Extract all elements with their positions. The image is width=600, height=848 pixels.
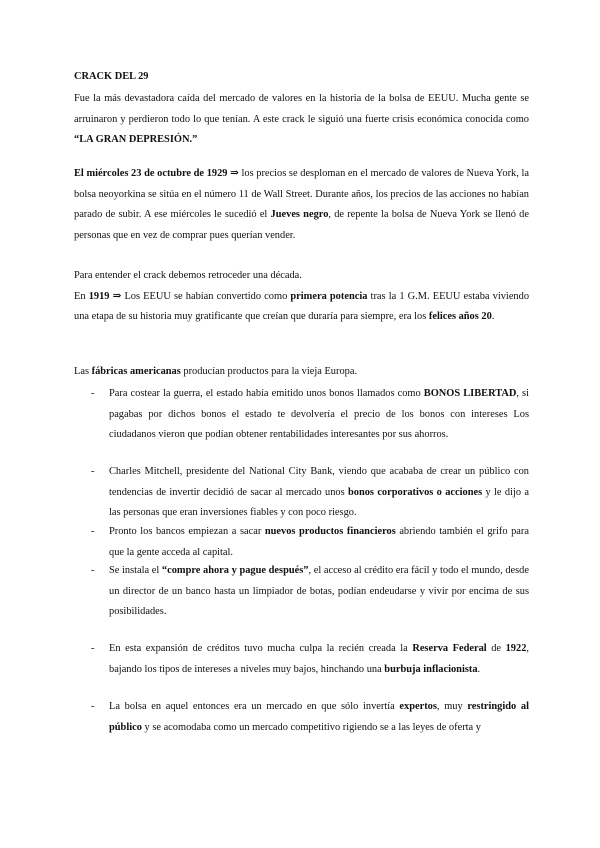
- bullet-dash: -: [91, 701, 95, 712]
- context-text-0: En: [74, 290, 89, 302]
- list-item: [74, 384, 529, 446]
- bullet-dash: -: [91, 526, 95, 537]
- crash-text-1: los precios se desploman en el mercado de valores de Nueva York, la bolsa neoyorkina se sitúa en el número 11 de Wall Street. Durante años, los precios de las acciones no habían parado de subir. A ese miércoles le sucedió el: [74, 168, 529, 220]
- bullet-dash: -: [91, 466, 95, 477]
- year-1919-bold: 1919 ⇒: [88, 290, 122, 302]
- fabricas-bold: fábricas americanas: [91, 366, 181, 377]
- crash-text-2: , de repente la bolsa de Nueva York se llenó de personas que en vez de comprar pues querían vender.: [74, 209, 529, 241]
- bullet-text: , bajando los tipos de intereses a niveles muy bajos, hinchando una: [109, 643, 529, 675]
- intro-text: Fue la más devastadora caída del mercado de valores en la historia de la bolsa de EEUU. Mucha gente se arruinaron y perdieron todo lo que tenían. A este crack le siguió una fuerte crisis económica conocida como: [74, 93, 529, 125]
- bonos-corporativos-bold: bonos corporativos o acciones: [347, 486, 483, 498]
- list-item: [74, 462, 529, 524]
- year-1922-bold: 1922: [505, 643, 527, 654]
- bullet-text: , muy: [436, 701, 468, 712]
- bullet-text: abriendo también el grifo para que la gente acceda al capital.: [109, 526, 529, 558]
- jueves-negro-bold: Jueves negro: [270, 209, 329, 220]
- context-intro-line: Para entender el crack debemos retroceder una década.: [74, 270, 302, 281]
- bullet-dash: -: [91, 388, 95, 399]
- document-title: CRACK DEL 29: [74, 71, 149, 82]
- crash-date-paragraph: [74, 164, 529, 246]
- bullet-text: La bolsa en aquel entonces era un mercado en que sólo invertía: [109, 701, 400, 712]
- nuevos-productos-bold: nuevos productos financieros: [264, 526, 396, 537]
- list-item: [74, 561, 529, 623]
- felices-anos-bold: felices años 20: [428, 311, 492, 322]
- list-item: [74, 522, 529, 563]
- bullet-text: , si pagabas por dichos bonos el estado te devolvería el precio de los bonos con intereses Los ciudadanos vieron que podían obtener rentabilidades interesantes por sus ahorros.: [109, 388, 529, 440]
- context-text-1: Los EEUU se habían convertido como: [121, 290, 291, 302]
- bullet-text: Se instala el: [109, 565, 162, 576]
- expertos-bold: expertos: [399, 701, 437, 712]
- bullet-text: En esta expansión de créditos tuvo mucha culpa la recién creada la: [109, 643, 413, 654]
- bullet-text: y se acomodaba como un mercado competitivo rigiendo se a las leyes de oferta y: [141, 721, 481, 733]
- factories-paragraph: [74, 362, 529, 383]
- factories-text-1: producían productos para la vieja Europa.: [180, 366, 358, 377]
- bullet-text: de: [486, 643, 506, 654]
- list-item: [74, 697, 529, 738]
- primera-potencia-bold: primera potencia: [290, 290, 368, 302]
- context-text-2: tras la 1 G.M. EEUU estaba viviendo una etapa de su historia muy gratificante que creían que duraría para siempre, era los: [74, 290, 530, 322]
- burbuja-bold: burbuja inflacionista: [384, 663, 478, 675]
- bullet-text: Pronto los bancos empiezan a sacar: [109, 526, 265, 537]
- bullet-dash: -: [91, 643, 95, 654]
- bullet-text: .: [477, 663, 481, 675]
- context-text-3: .: [491, 311, 495, 322]
- crash-date-bold: El miércoles 23 de octubre de 1929 ⇒: [74, 168, 239, 179]
- restringido-bold: restringido al público: [109, 701, 529, 733]
- reserva-federal-bold: Reserva Federal: [412, 643, 487, 654]
- bullet-text: y le dijo a las personas que eran inversiones fiables y con poco riesgo.: [109, 486, 529, 518]
- bullet-text: Charles Mitchell, presidente del National City Bank, viendo que acababa de crear un público con tendencias de invertir decidió de sacar al mercado unos: [109, 466, 529, 498]
- list-item: [74, 639, 529, 680]
- compre-ahora-bold: “compre ahora y pague después”: [161, 565, 309, 576]
- bullet-dash: -: [91, 565, 95, 576]
- bullet-text: , el acceso al crédito era fácil y todo el mundo, desde un director de un banco hasta un limpiador de botas, podían endeudarse y vivir por encima de sus posibilidades.: [109, 565, 529, 617]
- context-paragraph: [74, 266, 529, 328]
- bullet-text: Para costear la guerra, el estado había emitido unos bonos llamados como: [109, 388, 424, 399]
- gran-depresion-bold: “LA GRAN DEPRESIÓN.”: [74, 134, 198, 145]
- factories-text-0: Las: [74, 366, 92, 377]
- bonos-libertad-bold: BONOS LIBERTAD: [423, 388, 517, 399]
- intro-paragraph: [74, 89, 529, 151]
